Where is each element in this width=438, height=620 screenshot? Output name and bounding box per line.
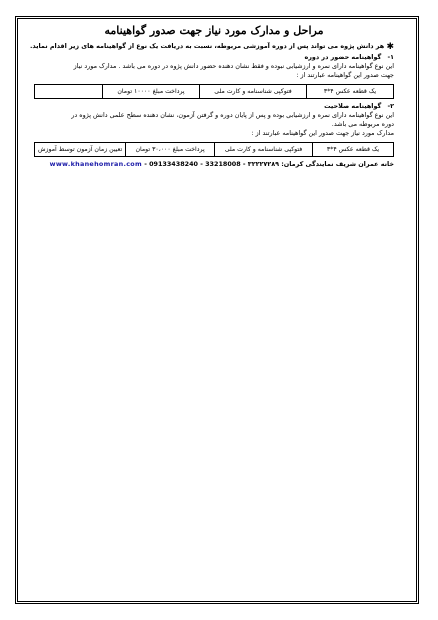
section1-title: گواهینامه حضور در دوره — [304, 53, 382, 61]
section1-heading — [34, 53, 394, 62]
section2-line1: این نوع گواهینامه دارای نمره و ارزشیابی بوده و پس از پایان دوره و گرفتن آزمون، نشان دهنده سطح علمی دانش پژوه در — [71, 111, 394, 119]
table-row — [35, 85, 394, 99]
table-cell: یک قطعه عکس ۴*۳ — [313, 143, 394, 157]
section1-number: ۱- — [387, 53, 394, 61]
contact-footer — [34, 160, 394, 169]
table-row — [35, 143, 394, 157]
table-cell: فتوکپی شناسنامه و کارت ملی — [214, 143, 312, 157]
footer-phone: ۳۲۲۲۷۲۸۹ - 33218008 - — [200, 160, 280, 168]
website-link[interactable]: www.khanehomran.com — [49, 160, 142, 168]
section2-line2: دوره مربوطه می باشد. — [331, 120, 394, 128]
table-cell — [35, 85, 103, 99]
section1-paragraph — [34, 62, 394, 80]
section2-paragraph — [34, 111, 394, 138]
asterisk-icon: ✱ — [386, 42, 394, 52]
section2-line3: مدارک مورد نیاز جهت صدور این گواهینامه عبارتند از : — [251, 129, 394, 137]
section1-line2: جهت صدور این گواهینامه عبارتند از : — [296, 71, 394, 79]
footer-label: خانه عمران شریف نمایندگی کرمان: — [281, 160, 394, 168]
table-cell: تعیین زمان آزمون توسط آموزش — [35, 143, 126, 157]
section2-requirements-table — [34, 142, 394, 157]
table-cell: یک قطعه عکس ۴*۳ — [307, 85, 394, 99]
section2-title: گواهینامه صلاحیت — [324, 102, 382, 110]
intro-line — [30, 42, 394, 52]
document-title: مراحل و مدارک مورد نیاز جهت صدور گواهینامه — [104, 24, 324, 37]
section1-line1: این نوع گواهینامه دارای نمره و ارزشیابی نبوده و فقط نشان دهنده حضور دانش پژوه در دوره می باشد . مدارک مورد نیاز — [73, 62, 394, 70]
table-cell: پرداخت مبلغ ۳۰،۰۰۰ تومان — [126, 143, 215, 157]
section2-heading — [34, 102, 394, 111]
table-cell: پرداخت مبلغ ۱۰۰۰۰ تومان — [103, 85, 200, 99]
section1-requirements-table — [34, 84, 394, 99]
table-cell: فتوکپی شناسنامه و کارت ملی — [200, 85, 307, 99]
document-body — [30, 24, 394, 169]
intro-text: هر دانش پژوه می تواند پس از دوره آموزشی مربوطه، نسبت به دریافت یک نوع از گواهینامه های زیر اقدام نماید. — [30, 42, 385, 50]
section2-number: ۲- — [387, 102, 394, 110]
footer-mobile: - 09133438240 — [144, 160, 198, 168]
